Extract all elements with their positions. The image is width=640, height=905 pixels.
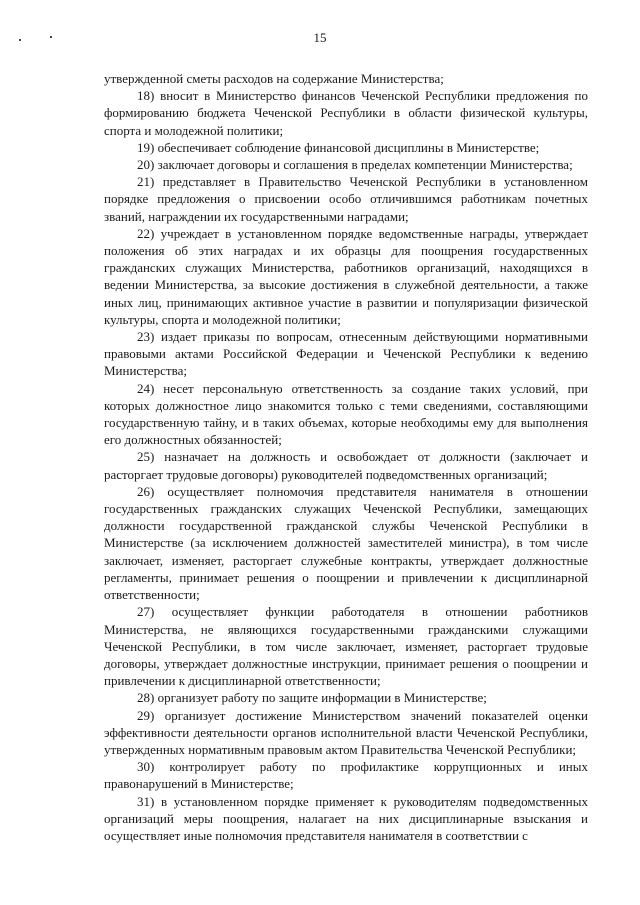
list-item-23: 23) издает приказы по вопросам, отнесенным действующими нормативными правовыми актами Российской Федерации и Чеченской Республики к ведению Министерства; — [104, 329, 588, 379]
list-item-28: 28) организует работу по защите информации в Министерстве; — [137, 690, 487, 706]
list-item-18: 18) вносит в Министерство финансов Чеченской Республики предложения по формированию бюджета Чеченской Республики в области физической культуры, спорта и молодежной политики; — [104, 88, 588, 138]
paragraph-continuation: утвержденной сметы расходов на содержание Министерства; — [104, 71, 444, 86]
list-item-29: 29) организует достижение Министерством значений показателей оценки эффективности деятельности органов исполнительной власти Чеченской Республики, утвержденных нормативным правовым актом Правительства Чеченской Республики; — [104, 707, 588, 757]
list-item-21: 21) представляет в Правительство Чеченской Республики в установленном порядке предложения о присвоении особо отличившимся работникам почетных званий, награждении их государственными наградами; — [104, 174, 588, 224]
list-item-30: 30) контролирует работу по профилактике коррупционных и иных правонарушений в Министерстве; — [104, 759, 588, 792]
list-item-22: 22) учреждает в установленном порядке ведомственные награды, утверждает положения об этих наградах и их образцы для поощрения государственных гражданских служащих Министерства, работников организаций, находящихся в ведении Министерства, за высокие достижения в служебной деятельности, а также иных лиц, принимающих активное участие в развитии и популяризации физической культуры, спорта и молодежной политики; — [104, 225, 588, 327]
list-item-24: 24) несет персональную ответственность за создание таких условий, при которых должностное лицо знакомится только с теми сведениями, составляющими государственную тайну, и в таких объемах, которые необходимы ему для выполнения его должностных обязанностей; — [104, 380, 588, 448]
list-item-27: 27) осуществляет функции работодателя в отношении работников Министерства, не являющихся государственными гражданскими служащими Чеченской Республики, в том числе заключает, изменяет, расторгает трудовые договоры, утверждает должностные инструкции, принимает решения о поощрении и привлечении к дисциплинарной ответственности; — [104, 604, 588, 689]
list-item-25: 25) назначает на должность и освобождает от должности (заключает и расторгает трудовые договоры) руководителей подведомственных организаций; — [104, 449, 588, 482]
page-number: 15 — [313, 30, 327, 45]
list-item-31: 31) в установленном порядке применяет к руководителям подведомственных организаций меры поощрения, налагает на них дисциплинарные взыскания и осуществляет иные полномочия представителя нанимателя в соответствии с — [104, 793, 588, 843]
list-item-19: 19) обеспечивает соблюдение финансовой дисциплины в Министерстве; — [137, 139, 540, 155]
document-body — [104, 70, 588, 844]
list-item-26: 26) осуществляет полномочия представителя нанимателя в отношении государственных гражданских служащих Чеченской Республики, замещающих должности государственной гражданской службы Чеченской Республики в Министерстве (за исключением должностей заместителей министра), в том числе заключает, изменяет, расторгает служебные контракты, утверждает должностные регламенты, принимает решения о поощрении и привлечении к дисциплинарной ответственности; — [104, 483, 588, 603]
list-item-20: 20) заключает договоры и соглашения в пределах компетенции Министерства; — [137, 157, 573, 173]
